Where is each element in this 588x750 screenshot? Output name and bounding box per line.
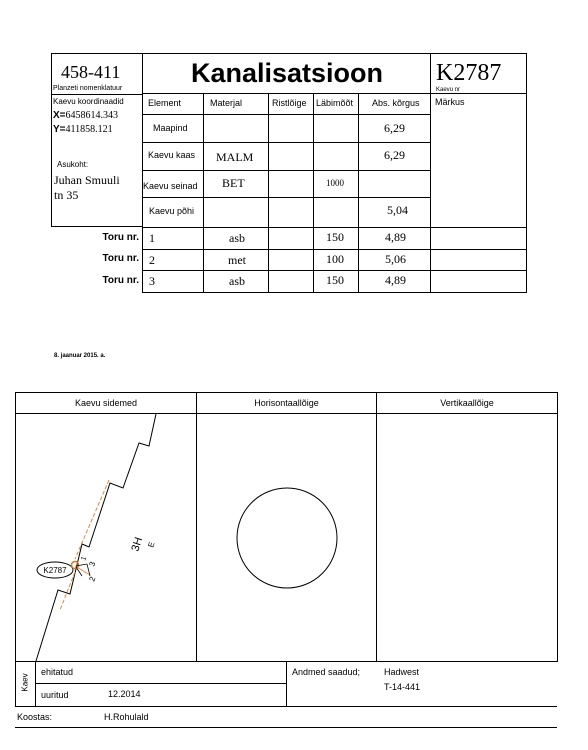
col-header-element: Element: [148, 98, 182, 108]
address-line2: tn 35: [54, 188, 79, 202]
pipe-label: Toru nr.: [102, 253, 139, 264]
page-title: Kanalisatsioon: [190, 58, 384, 88]
col-header-notes: Märkus: [435, 97, 465, 107]
row-element: Kaevu kaas: [148, 150, 196, 160]
col-header-diameter: Läbimõõt: [316, 98, 354, 108]
y-coordinate: [53, 124, 113, 135]
data-source-name: Hadwest: [384, 667, 420, 677]
horizontal-section: [197, 414, 376, 661]
coords-label: Kaevu koordinaadid: [53, 97, 124, 106]
col-title-vertical: Vertikaallõige: [440, 398, 494, 408]
pipe-diameter: 150: [326, 273, 344, 287]
pipe-number: 3: [149, 274, 155, 288]
pipe-diameter: 150: [326, 230, 344, 244]
row-diameter: 1000: [326, 178, 344, 188]
pipe-number: 2: [149, 253, 155, 267]
pipe-material: asb: [229, 274, 245, 288]
pipe-line-1: [75, 480, 109, 559]
pipe-label-3: 3: [87, 560, 98, 568]
y-value: 411858.121: [65, 124, 113, 135]
pipe-height: 4,89: [385, 273, 406, 287]
row-element: Maapind: [153, 123, 188, 133]
row-height: 6,29: [384, 121, 405, 135]
building-label: 3H: [129, 535, 146, 553]
footer-side-label: Kaev: [20, 673, 30, 692]
document-date: 8. jaanuar 2015. a.: [54, 353, 106, 359]
x-coordinate: [53, 110, 118, 121]
surveyed-date: 12.2014: [108, 689, 141, 699]
nomenclature-label: Planzeti nomenklatuur: [53, 85, 123, 92]
col-header-material: Materjal: [210, 98, 243, 108]
row-height: 6,29: [384, 148, 405, 162]
col-header-section: Ristlõige: [272, 98, 307, 108]
col-header-height: Abs. kõrgus: [372, 98, 420, 108]
col-title-connections: Kaevu sidemed: [74, 398, 138, 408]
y-label: Y=: [53, 124, 66, 135]
building-sub-label: E: [146, 540, 157, 549]
row-element: Kaevu seinad: [143, 181, 198, 191]
pipe-label-2: 2: [87, 575, 98, 583]
data-source-code: T-14-441: [384, 682, 421, 692]
well-section-circle: [237, 488, 337, 588]
connections-sketch: [16, 414, 196, 661]
x-value: 6458614.343: [65, 110, 119, 121]
pipe-height: 4,89: [385, 230, 406, 244]
pipe-diameter: 100: [326, 252, 344, 266]
address-line1: Juhan Smuuli: [54, 173, 120, 187]
pipe-label-1: 1: [80, 555, 89, 562]
pipe-height: 5,06: [385, 252, 406, 266]
author-label: Koostas:: [17, 712, 53, 722]
pipe-material: met: [228, 253, 246, 267]
built-label: ehitatud: [41, 667, 74, 677]
well-number: K2787: [436, 60, 502, 86]
pipe-label: Toru nr.: [102, 232, 139, 243]
x-label: X=: [53, 110, 66, 121]
row-material: MALM: [216, 150, 254, 164]
pipe-material: asb: [229, 231, 245, 245]
row-material: BET: [222, 176, 245, 190]
address-label: Asukoht:: [57, 160, 89, 169]
author-name: H.Rohulald: [104, 712, 149, 722]
pipe-number: 1: [149, 231, 155, 245]
col-title-horizontal: Horisontaallõige: [254, 398, 319, 408]
well-label: K2787: [43, 566, 67, 575]
row-element: Kaevu põhi: [149, 206, 195, 216]
pipe-label: Toru nr.: [102, 275, 139, 286]
data-source-label: Andmed saadud;: [292, 667, 361, 677]
nomenclature-number: 458-411: [61, 62, 121, 82]
well-number-label: Kaevu nr: [436, 87, 461, 93]
row-height: 5,04: [387, 203, 408, 217]
surveyed-label: uuritud: [41, 690, 69, 700]
